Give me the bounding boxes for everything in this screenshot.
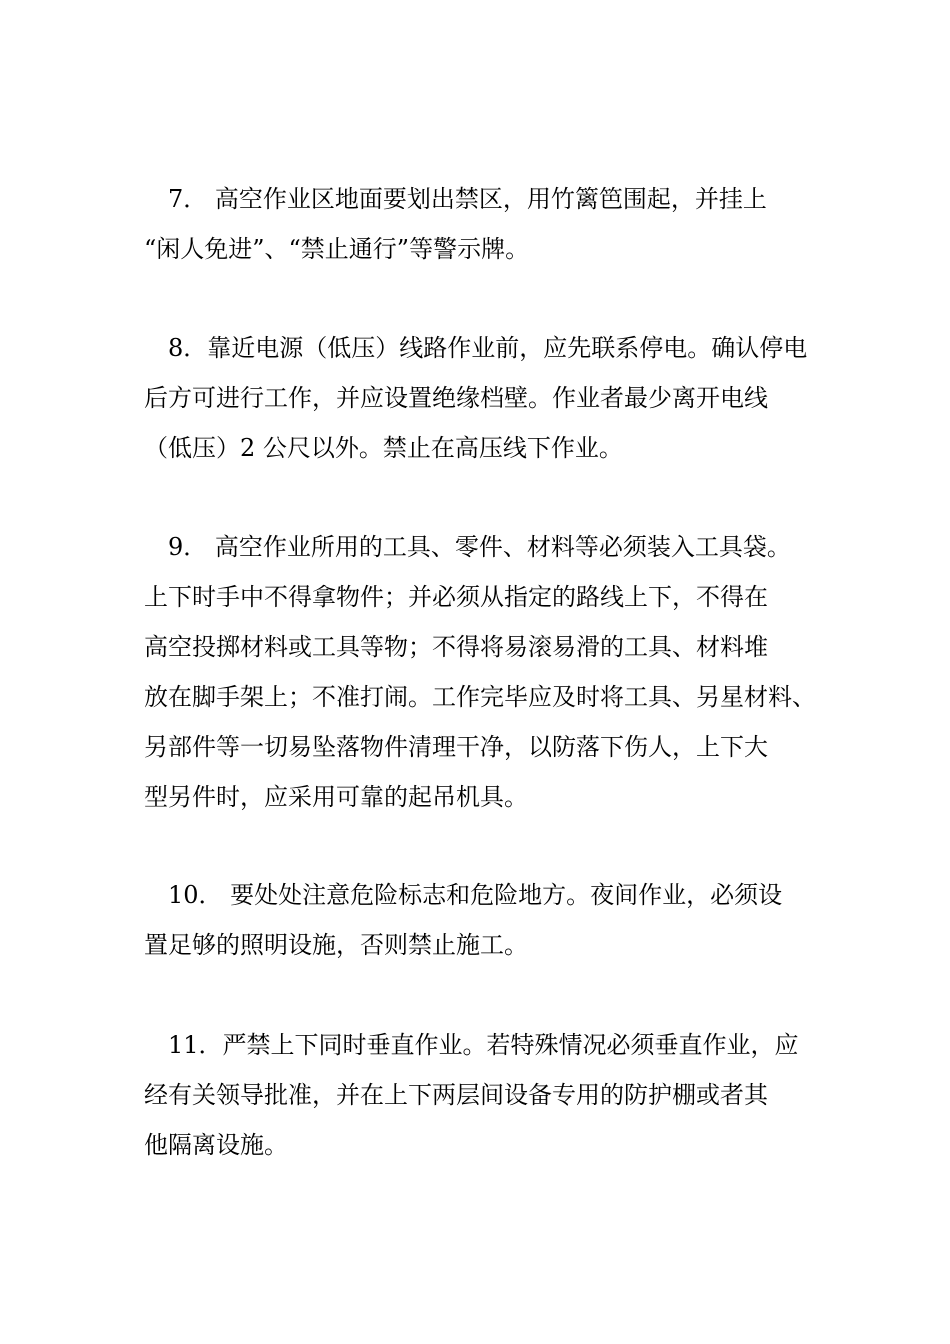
paragraph-line: 高空投掷材料或工具等物；不得将易滚易滑的工具、材料堆 — [144, 633, 768, 661]
paragraph-8 — [144, 323, 814, 473]
paragraph-line: 置足够的照明设施，否则禁止施工。 — [144, 931, 528, 959]
paragraph-9 — [144, 522, 814, 822]
paragraph-line: 型另件时，应采用可靠的起吊机具。 — [144, 783, 528, 811]
paragraph-line: 后方可进行工作，并应设置绝缘档壁。作业者最少离开电线 — [144, 384, 768, 412]
paragraph-line: “闲人免进”、“禁止通行”等警示牌。 — [144, 235, 530, 263]
paragraph-line: 10． 要处处注意危险标志和危险地方。夜间作业，必须设 — [168, 881, 783, 909]
paragraph-7 — [144, 174, 814, 274]
paragraph-line: 11．严禁上下同时垂直作业。若特殊情况必须垂直作业，应 — [168, 1031, 799, 1059]
paragraph-line: 他隔离设施。 — [144, 1131, 288, 1159]
paragraph-line: 上下时手中不得拿物件；并必须从指定的路线上下，不得在 — [144, 583, 768, 611]
paragraph-line: 8．靠近电源（低压）线路作业前，应先联系停电。确认停电 — [168, 334, 808, 362]
paragraph-line: 7． 高空作业区地面要划出禁区，用竹篱笆围起，并挂上 — [168, 185, 767, 213]
paragraph-11 — [144, 1020, 814, 1170]
paragraph-line: （低压）2 公尺以外。禁止在高压线下作业。 — [144, 434, 623, 462]
paragraph-line: 经有关领导批准，并在上下两层间设备专用的防护棚或者其 — [144, 1081, 768, 1109]
paragraph-line: 放在脚手架上；不准打闹。工作完毕应及时将工具、另星材料、 — [144, 683, 816, 711]
paragraph-10 — [144, 870, 814, 970]
paragraph-line: 9． 高空作业所用的工具、零件、材料等必须装入工具袋。 — [168, 533, 791, 561]
paragraph-line: 另部件等一切易坠落物件清理干净，以防落下伤人，上下大 — [144, 733, 768, 761]
